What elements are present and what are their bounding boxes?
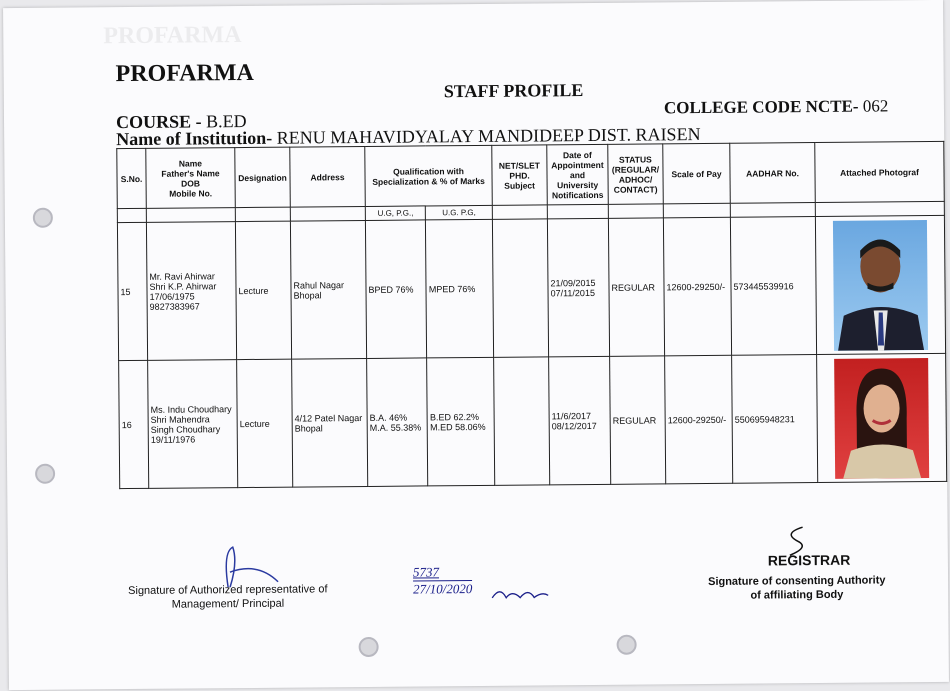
sub-empty: [117, 208, 146, 222]
registrar-title: REGISTRAR: [767, 551, 851, 569]
cell-photo: [817, 353, 947, 482]
header-netslet: NET/SLET PHD. Subject: [492, 145, 548, 205]
authority-signature-line1: Signature of consenting Authority: [708, 574, 886, 588]
sub-empty: [492, 205, 547, 219]
punch-hole: [359, 637, 379, 657]
cell-scale: 12600-29250/-: [665, 355, 733, 484]
staff-photo: [834, 358, 929, 479]
header-photo: Attached Photograf: [815, 141, 945, 202]
principal-signature-scribble-icon: [208, 542, 298, 593]
header-date: Date of Appointment and University Notifications: [547, 144, 609, 205]
cell-ug: B.A. 46% M.A. 55.38%: [367, 358, 428, 487]
staff-table: [116, 141, 947, 489]
cell-date: 11/6/2017 08/12/2017: [549, 356, 611, 485]
sub-empty: [730, 203, 815, 218]
cell-designation: Lecture: [235, 221, 291, 359]
cell-date: 21/09/2015 07/11/2015: [547, 218, 609, 357]
initial-scribble-icon: [490, 583, 550, 604]
header-address: Address: [290, 146, 366, 207]
principal-signature-line2: Management/ Principal: [171, 597, 285, 611]
course-value: B.ED: [205, 110, 247, 132]
institution-label: Name of Institution-: [116, 127, 273, 150]
cell-designation: Lecture: [237, 359, 293, 487]
sub-header-pg: U.G. P.G,: [426, 205, 493, 220]
cell-net: [492, 219, 548, 357]
cell-pg: B.ED 62.2% M.ED 58.06%: [427, 357, 495, 486]
cell-name: Ms. Indu Choudhary Shri Mahendra Singh Choudhary 19/11/1976: [148, 360, 238, 489]
punch-hole: [35, 464, 55, 484]
cell-name: Mr. Ravi Ahirwar Shri K.P. Ahirwar 17/06/1975 9827383967: [146, 222, 236, 361]
table-row: [119, 353, 947, 488]
sub-empty: [290, 206, 365, 221]
cell-photo: [815, 215, 945, 354]
cell-aadhar: 573445539916: [730, 217, 816, 356]
punch-hole: [617, 635, 637, 655]
ghost-title: PROFARMA: [103, 22, 242, 50]
document-subtitle: STAFF PROFILE: [443, 80, 584, 102]
course-label: COURSE -: [115, 111, 202, 133]
cell-scale: 12600-29250/-: [663, 217, 731, 356]
cell-address: 4/12 Patel Nagar Bhopal: [292, 358, 368, 487]
receipt-number: 5737: [412, 564, 440, 580]
institution-value: RENU MAHAVIDYALAY MANDIDEEP DIST. RAISEN: [276, 124, 701, 148]
sub-empty: [235, 207, 290, 221]
authority-signature-line2: of affiliating Body: [750, 588, 844, 602]
cell-aadhar: 550695948231: [732, 355, 818, 484]
header-name: Name Father's Name DOB Mobile No.: [146, 148, 236, 209]
cell-status: REGULAR: [610, 356, 666, 484]
header-qualification: Qualification with Specialization & % of Marks: [365, 145, 493, 206]
authority-signature-block: [708, 573, 886, 603]
header-designation: Designation: [235, 147, 291, 207]
receipt-date: 27/10/2020: [413, 581, 473, 597]
cell-ug: BPED 76%: [365, 220, 427, 359]
punch-hole: [33, 208, 53, 228]
header-sno: S.No.: [117, 148, 147, 208]
cell-pg: MPED 76%: [426, 219, 494, 358]
cell-net: [494, 357, 550, 485]
person-photo-icon: [833, 220, 928, 351]
header-status: STATUS (REGULAR/ ADHOC/ CONTACT): [608, 144, 664, 204]
staff-photo: [833, 220, 928, 351]
sub-empty: [608, 204, 663, 218]
sub-empty: [146, 208, 235, 223]
header-aadhar: AADHAR No.: [730, 143, 816, 204]
header-scale: Scale of Pay: [663, 143, 731, 204]
sub-header-ug: U.G, P.G.,: [365, 206, 425, 221]
college-code-line: [664, 96, 889, 118]
cell-sno: 16: [119, 360, 149, 488]
sub-empty: [815, 201, 944, 216]
document-title: PROFARMA: [115, 59, 254, 88]
cell-status: REGULAR: [608, 218, 664, 356]
college-code-label: COLLEGE CODE NCTE-: [663, 96, 859, 118]
cell-sno: 15: [117, 222, 147, 360]
document-page: [3, 0, 949, 690]
cell-address: Rahul Nagar Bhopal: [290, 220, 366, 359]
receipt-note: [413, 564, 473, 598]
principal-signature-line1: Signature of Authorized representative of: [128, 583, 328, 598]
college-code-value: 062: [862, 96, 889, 116]
sub-empty: [547, 204, 608, 219]
table-row: [117, 215, 945, 360]
sub-empty: [663, 203, 730, 218]
person-photo-icon: [834, 358, 929, 479]
